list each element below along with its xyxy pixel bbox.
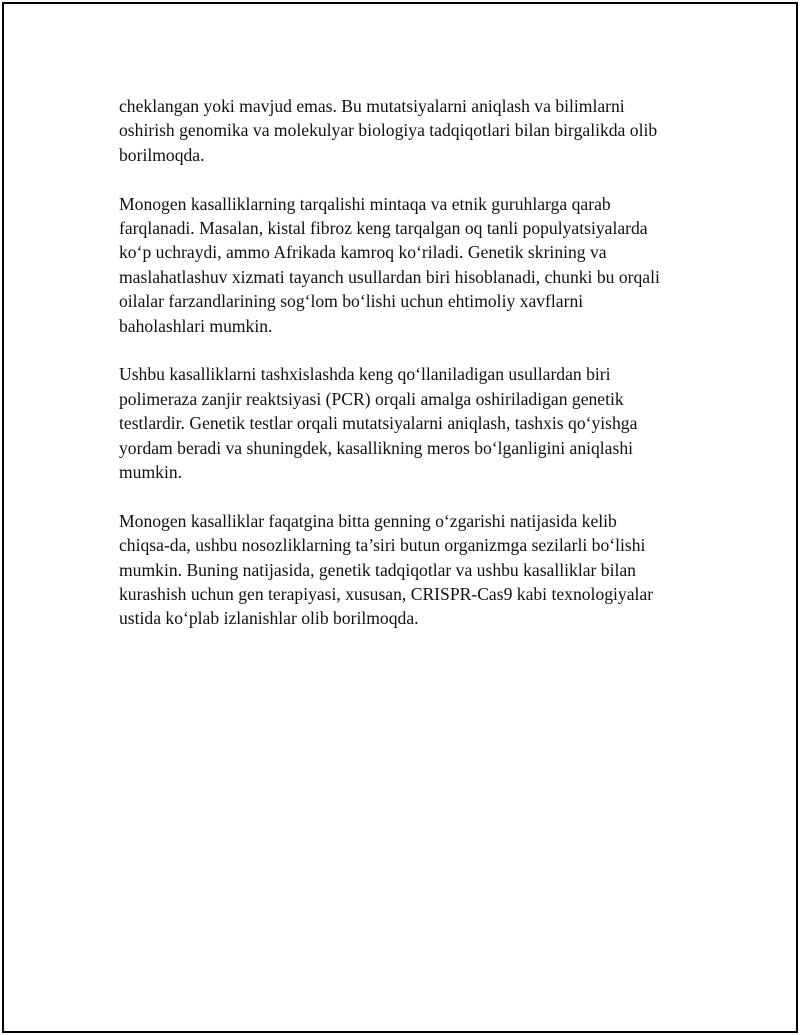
paragraph-4: Monogen kasalliklar faqatgina bitta genning o‘zgarishi natijasida kelib chiqsa-da, ushbu nosozliklarning ta’siri butun organizmga sezilarli bo‘lishi mumkin. Buning natijasida, genetik tadqiqotlar va ushbu kasalliklar bilan kurashish uchun gen terapiyasi, xususan, CRISPR-Cas9 kabi texnologiyalar ustida ko‘plab izlanishlar olib borilmoqda. <box>119 510 654 629</box>
paragraph-1: cheklangan yoki mavjud emas. Bu mutatsiyalarni aniqlash va bilimlarni oshirish genomika va molekulyar biologiya tadqiqotlari bilan birgalikda olib borilmoqda. <box>119 96 658 165</box>
document-page <box>2 2 798 1033</box>
paragraph-2: Monogen kasalliklarning tarqalishi mintaqa va etnik guruhlarga qarab farqlanadi. Masalan, kistal fibroz keng tarqalgan oq tanli populyatsiyalarda ko‘p uchraydi, ammo Afrikada kamroq ko‘riladi. Genetik skrining va maslahatlashuv xizmati tayanch usullardan biri hisoblanadi, chunki bu orqali oilalar farzandlarining sog‘lom bo‘lishi uchun ehtimoliy xavflarni baholashlari mumkin. <box>119 193 660 336</box>
paragraph-3: Ushbu kasalliklarni tashxislashda keng qo‘llaniladigan usullardan biri polimeraza zanjir reaktsiyasi (PCR) orqali amalga oshiriladigan genetik testlardir. Genetik testlar orqali mutatsiyalarni aniqlash, tashxis qo‘yishga yordam beradi va shuningdek, kasallikning meros bo‘lganligini aniqlashi mumkin. <box>119 364 638 483</box>
document-body <box>119 94 719 655</box>
